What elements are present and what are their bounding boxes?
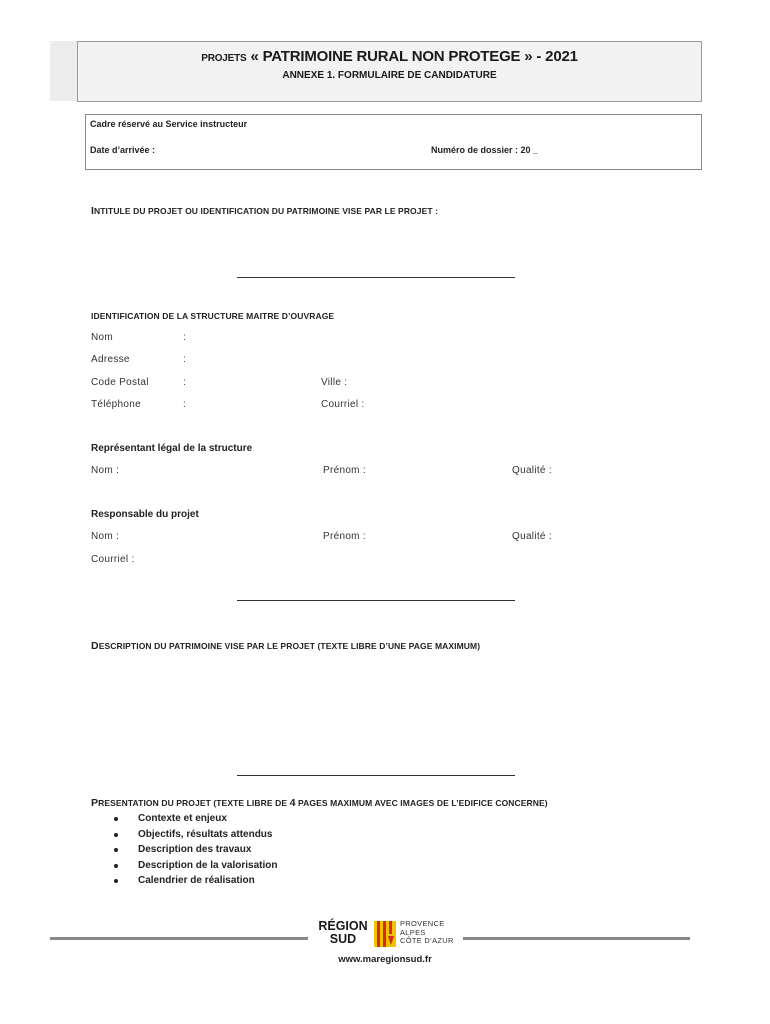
presentation-list	[112, 811, 277, 889]
header-box	[77, 41, 702, 102]
region-emblem-icon	[374, 921, 396, 947]
page-subtitle: ANNEXE 1. FORMULAIRE DE CANDIDATURE	[282, 70, 497, 81]
logo-region-line1: RÉGION	[318, 919, 368, 933]
heading-number: 4	[289, 797, 296, 809]
divider-2	[237, 600, 515, 601]
owner-cp-label: Code Postal	[91, 377, 149, 388]
manager-qualite-field[interactable]: Qualité :	[512, 531, 552, 542]
description-text-area[interactable]	[91, 660, 701, 760]
owner-nom-field[interactable]: :	[183, 332, 187, 343]
owner-cp-field[interactable]: :	[183, 377, 187, 388]
header-shadow	[50, 41, 78, 101]
heading-initial: D	[91, 640, 99, 652]
list-item: Contexte et enjeux	[112, 811, 277, 827]
owner-courriel-field[interactable]: Courriel :	[321, 399, 365, 410]
manager-prenom-field[interactable]: Prénom :	[323, 531, 366, 542]
owner-tel-field[interactable]: :	[183, 399, 187, 410]
owner-adresse-field[interactable]: :	[183, 354, 187, 365]
logo-prov-line1: PROVENCE	[400, 919, 445, 928]
list-item: Calendrier de réalisation	[112, 873, 277, 889]
footer-line-left	[50, 937, 308, 940]
project-title-heading	[91, 205, 438, 217]
description-heading	[91, 640, 480, 652]
manager-nom-field[interactable]: Nom :	[91, 531, 120, 542]
owner-adresse-label: Adresse	[91, 354, 130, 365]
presentation-heading	[91, 797, 548, 809]
logo-prov-line2: ALPES	[400, 927, 426, 937]
logo-region-text	[315, 920, 371, 946]
list-item: Description de la valorisation	[112, 858, 277, 874]
legal-rep-nom-field[interactable]: Nom :	[91, 465, 120, 476]
list-item: Description des travaux	[112, 842, 277, 858]
region-sud-logo	[315, 920, 455, 950]
manager-courriel-field[interactable]: Courriel :	[91, 554, 135, 565]
manager-heading: Responsable du projet	[91, 509, 199, 520]
owner-nom-label: Nom	[91, 332, 114, 343]
owner-tel-label: Téléphone	[91, 399, 141, 410]
logo-region-line2: SUD	[329, 932, 357, 946]
title-prefix: PROJETS	[201, 53, 247, 64]
heading-text: RESENTATION DU PROJET (TEXTE LIBRE DE	[98, 798, 290, 808]
reserved-frame	[85, 114, 702, 170]
emblem-stripe-1	[377, 921, 380, 947]
heading-initial: I	[91, 205, 95, 217]
emblem-stripe-2	[383, 921, 386, 947]
title-main: « PATRIMOINE RURAL NON PROTEGE » - 2021	[250, 48, 578, 65]
owner-ville-field[interactable]: Ville :	[321, 377, 348, 388]
divider-3	[237, 775, 515, 776]
heading-text-end: PAGES MAXIMUM AVEC IMAGES DE L’EDIFICE CONCERNE)	[295, 798, 548, 808]
page-title	[78, 48, 701, 65]
heading-text: NTITULE DU PROJET OU IDENTIFICATION DU PATRIMOINE VISE PAR LE PROJET :	[94, 206, 439, 216]
heading-text: ESCRIPTION DU PATRIMOINE VISE PAR LE PROJET (TEXTE LIBRE D’UNE PAGE MAXIMUM)	[98, 641, 481, 651]
legal-rep-heading: Représentant légal de la structure	[91, 443, 253, 454]
footer-line-right	[463, 937, 690, 940]
website-link[interactable]: www.maregionsud.fr	[338, 954, 432, 965]
legal-rep-qualite-field[interactable]: Qualité :	[512, 465, 552, 476]
legal-rep-prenom-field[interactable]: Prénom :	[323, 465, 366, 476]
file-number-field[interactable]: Numéro de dossier : 20 _	[431, 145, 539, 155]
reserved-title: Cadre réservé au Service instructeur	[90, 119, 248, 129]
logo-prov-line3: CÔTE D’AZUR	[400, 936, 454, 945]
logo-provence-text	[400, 920, 454, 946]
arrival-date-field[interactable]: Date d’arrivée :	[90, 145, 156, 155]
list-item: Objectifs, résultats attendus	[112, 827, 277, 843]
divider-1	[237, 277, 515, 278]
heading-initial: P	[91, 797, 99, 809]
owner-heading: IDENTIFICATION DE LA STRUCTURE MAITRE D’OUVRAGE	[91, 311, 335, 321]
